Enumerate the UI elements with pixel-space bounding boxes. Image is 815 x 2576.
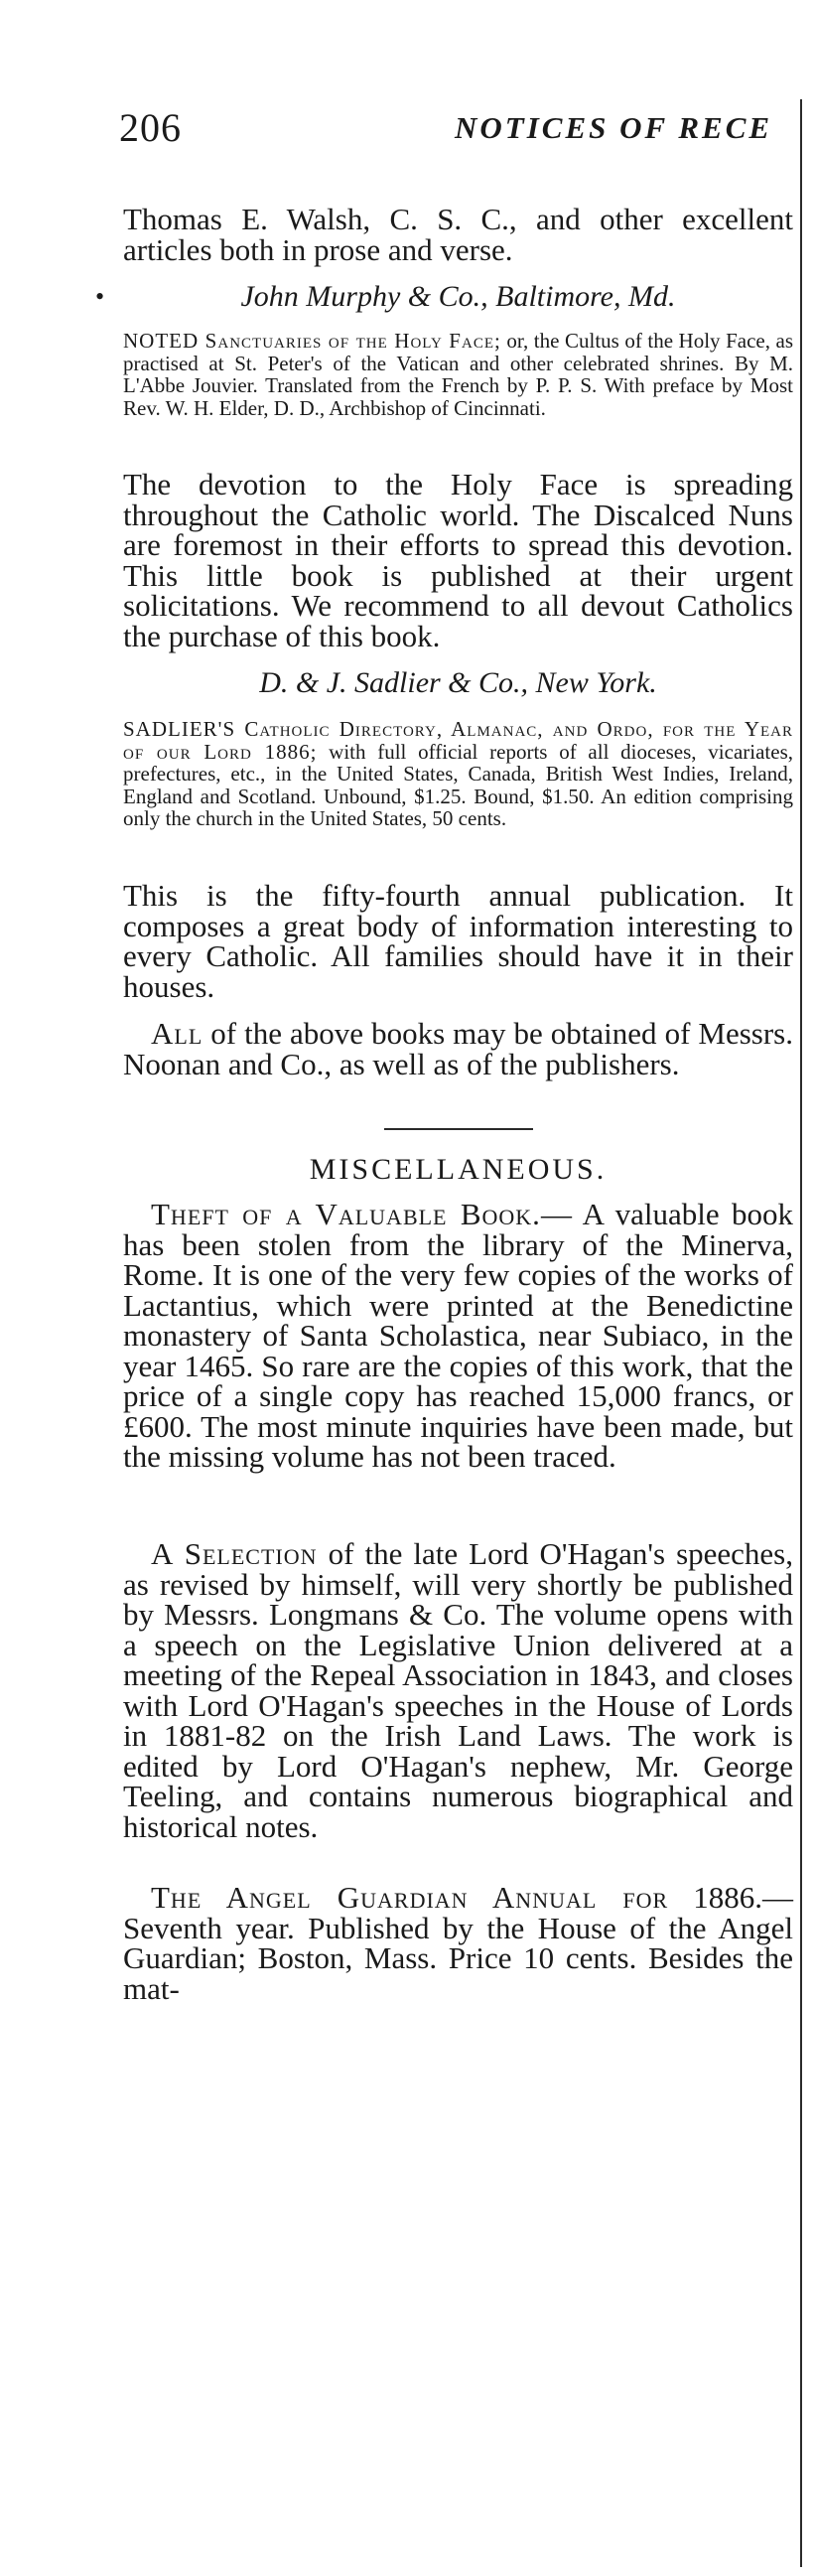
- book-details: or, the Cultus of the Holy Face, as practised at St. Peter's of the Vatican and other celebrated shrines. By M. L'Abbe Jouvier. Translated from the French by P. P. S. With preface by Most Rev. W. H. Elder, D. D., Archbishop of Cincinnati.: [123, 329, 794, 420]
- review-holy-face: The devotion to the Holy Face is spreading throughout the Catholic world. The Discalced Nuns are foremost in their efforts to spread this devotion. This little book is published at their urgent solicitations. We recommend to all devout Catholics the purchase of this book.: [123, 467, 793, 653]
- review-directory: [123, 878, 793, 1005]
- publisher-name: John Murphy & Co., Baltimore, Md.: [240, 280, 676, 313]
- section-divider: [384, 1128, 533, 1130]
- section-heading: MISCELLANEOUS.: [309, 1153, 608, 1186]
- page-number: 206: [119, 105, 182, 150]
- intro-paragraph: Thomas E. Walsh, C. S. C., and other excellent articles both in prose and verse.: [123, 202, 793, 267]
- item-lead: Theft of a Valuable Book.: [151, 1197, 541, 1231]
- lead-word: All: [151, 1016, 204, 1051]
- book-entry-holy-face: [123, 330, 793, 464]
- misc-item-angel-guardian: [123, 1880, 793, 2006]
- review-text: This is the fifty-fourth annual publication. It composes a great body of information interesting to every Catholic. All families should have it in their houses.: [123, 878, 793, 1004]
- book-title: SADLIER'S Catholic Directory, Almanac, and Ordo, for the Year of our Lord 1886;: [123, 717, 793, 764]
- item-lead: A Selection: [151, 1536, 318, 1571]
- item-text: 1886.— Seventh year. Published by the House of the Angel Guardian; Boston, Mass. Price 10 cents. Besides the mat-: [123, 1880, 793, 2006]
- item-text: of the late Lord O'Hagan's speeches, as revised by himself, will very shortly be published by Messrs. Longmans & Co. The volume opens with a speech on the Legislative Union delivered at a meeting of the Repeal Association in 1843, and closes with Lord O'Hagan's speeches in the House of Lords in 1881-82 on the Irish Land Laws. The work is edited by Lord O'Hagan's nephew, Mr. George Teeling, and contains numerous biographical and historical notes.: [123, 1536, 793, 1844]
- misc-item-selection: [123, 1536, 793, 1869]
- publisher-heading-sadlier: D. & J. Sadlier & Co., New York.: [259, 666, 657, 699]
- text-column: [95, 202, 794, 2006]
- item-lead: The Angel Guardian Annual for: [151, 1880, 669, 1915]
- item-text: — A valuable book has been stolen from the library of the Minerva, Rome. It is one of the very few copies of the works of Lactantius, which were printed at the Benedictine monastery of Santa Scholastica, near Subiaco, in the year 1465. So rare are the copies of this work, that the price of a single copy has reached 15,000 francs, or £600. The most minute inquiries have been made, but the missing volume has not been traced.: [123, 1197, 793, 1474]
- book-title: NOTED Sanctuaries of the Holy Face;: [123, 329, 501, 353]
- bullet-mark: •: [95, 282, 105, 311]
- closing-paragraph: [123, 1016, 794, 1110]
- running-title: NOTICES OF RECE: [455, 110, 773, 145]
- page-header: [0, 103, 815, 153]
- closing-text: of the above books may be obtained of Messrs. Noonan and Co., as well as of the publishers.: [123, 1016, 794, 1081]
- column-rule: [800, 99, 802, 2567]
- book-entry-directory: [123, 718, 793, 875]
- publisher-heading-murphy: [95, 278, 793, 318]
- misc-item-theft: [123, 1197, 793, 1527]
- book-details: with full official reports of all dioceses, vicariates, prefectures, etc., in the United States, Canada, British West Indies, Ireland, England and Scotland. Unbound, $1.25. Bound, $1.50. An edition comprising only the church in the United States, 50 cents.: [123, 739, 793, 830]
